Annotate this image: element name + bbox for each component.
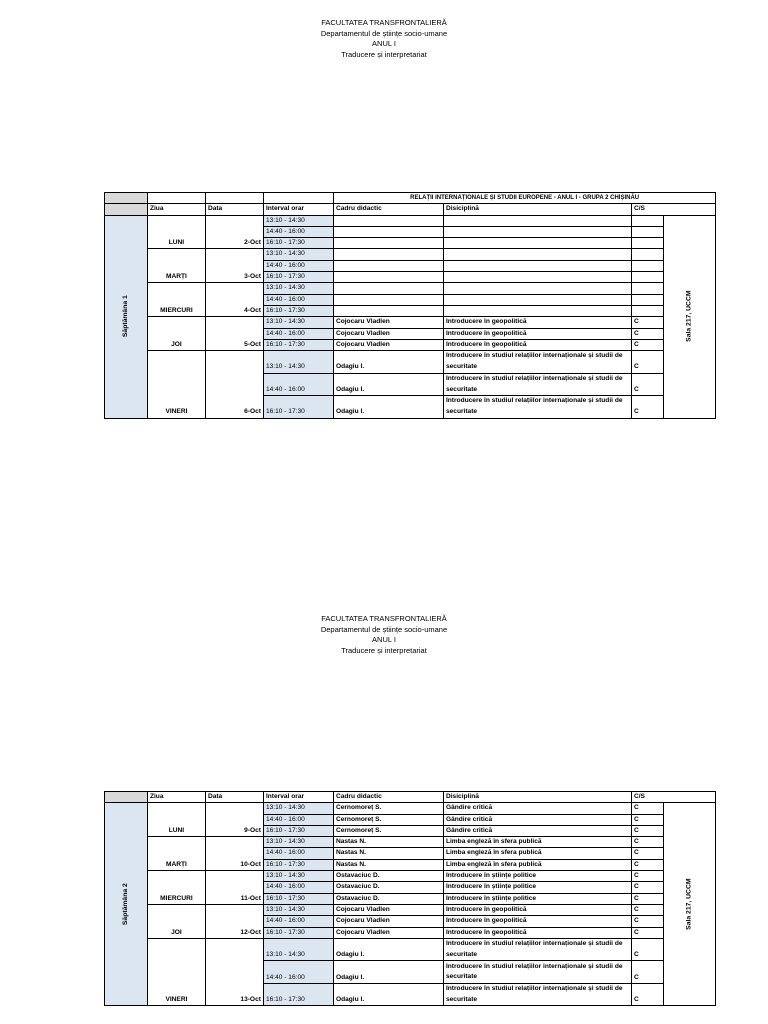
teacher-cell xyxy=(333,294,443,305)
cs-cell: C xyxy=(631,803,663,814)
interval-cell: 16:10 - 17:30 xyxy=(263,825,333,836)
teacher-cell: Ostavaciuc D. xyxy=(333,871,443,882)
teacher-cell xyxy=(333,226,443,237)
blank-cell xyxy=(263,193,333,204)
date-cell: 11-Oct xyxy=(205,871,263,905)
teacher-cell xyxy=(333,305,443,316)
col-cs: C/S xyxy=(631,792,715,803)
teacher-cell: Cojocaru Vladlen xyxy=(333,339,443,350)
date-cell: 10-Oct xyxy=(205,837,263,871)
room-label: Sala 217, UCCM xyxy=(685,878,693,931)
day-cell: JOI xyxy=(147,904,205,938)
table-row xyxy=(105,249,716,260)
subject-cell: Introducere în studiul relațiilor internaționale și studii de securitate xyxy=(443,351,631,374)
subject-cell xyxy=(443,283,631,294)
cs-cell: C xyxy=(631,373,663,396)
teacher-cell: Cojocaru Vladlen xyxy=(333,904,443,915)
subject-cell: Introducere în geopolitică xyxy=(443,916,631,927)
room-cell xyxy=(663,803,715,1006)
day-cell: JOI xyxy=(147,317,205,351)
subject-cell xyxy=(443,294,631,305)
subject-cell: Introducere în studiul relațiilor internaționale și studii de securitate xyxy=(443,396,631,419)
cs-cell xyxy=(631,249,663,260)
date-cell: 12-Oct xyxy=(205,904,263,938)
interval-cell: 14:40 - 16:00 xyxy=(263,961,333,984)
cs-cell: C xyxy=(631,837,663,848)
cs-cell: C xyxy=(631,927,663,938)
date-cell: 3-Oct xyxy=(205,249,263,283)
week-label-cell xyxy=(105,215,148,418)
col-interval: Interval orar xyxy=(263,204,333,215)
cs-cell: C xyxy=(631,351,663,374)
cs-cell xyxy=(631,283,663,294)
faculty-title: FACULTATEA TRANSFRONTALIERĂ xyxy=(321,614,447,623)
year-title: ANUL I xyxy=(372,39,396,49)
subject-cell: Introducere în geopolitică xyxy=(443,927,631,938)
date-cell: 9-Oct xyxy=(205,803,263,837)
interval-cell: 13:10 - 14:30 xyxy=(263,317,333,328)
schedule-table-week-2 xyxy=(104,791,716,1006)
interval-cell: 16:10 - 17:30 xyxy=(263,396,333,419)
subject-cell: Introducere în geopolitică xyxy=(443,317,631,328)
cs-cell: C xyxy=(631,859,663,870)
col-cs: C/S xyxy=(631,204,715,215)
week-label: Săptămâna 2 xyxy=(121,883,129,926)
col-cadru: Cadru didactic xyxy=(333,204,443,215)
table-row xyxy=(105,837,716,848)
date-cell: 4-Oct xyxy=(205,283,263,317)
interval-cell: 16:10 - 17:30 xyxy=(263,927,333,938)
subject-cell xyxy=(443,305,631,316)
table-row xyxy=(105,215,716,226)
table-row xyxy=(105,938,716,961)
cs-cell: C xyxy=(631,916,663,927)
teacher-cell: Cernomoreț S. xyxy=(333,803,443,814)
page-1-header xyxy=(0,18,768,60)
interval-cell: 14:40 - 16:00 xyxy=(263,260,333,271)
teacher-cell: Cojocaru Vladlen xyxy=(333,328,443,339)
teacher-cell: Odagiu I. xyxy=(333,396,443,419)
subject-cell xyxy=(443,260,631,271)
col-disciplina: Disiciplină xyxy=(443,204,631,215)
table-row xyxy=(105,803,716,814)
table-row xyxy=(105,317,716,328)
table-row xyxy=(105,904,716,915)
table-title-row xyxy=(105,193,716,204)
cs-cell: C xyxy=(631,848,663,859)
cs-cell: C xyxy=(631,339,663,350)
interval-cell: 16:10 - 17:30 xyxy=(263,859,333,870)
cs-cell: C xyxy=(631,983,663,1006)
col-disciplina: Disiciplină xyxy=(443,792,631,803)
interval-cell: 13:10 - 14:30 xyxy=(263,249,333,260)
col-data: Data xyxy=(205,204,263,215)
week-label: Săptămâna 1 xyxy=(121,295,129,338)
teacher-cell xyxy=(333,238,443,249)
interval-cell: 14:40 - 16:00 xyxy=(263,882,333,893)
subject-cell xyxy=(443,215,631,226)
program-title: Traducere și interpretariat xyxy=(341,49,427,59)
cs-cell: C xyxy=(631,396,663,419)
interval-cell: 16:10 - 17:30 xyxy=(263,983,333,1006)
subject-cell xyxy=(443,238,631,249)
col-ziua: Ziua xyxy=(147,792,205,803)
column-header-row xyxy=(105,792,716,803)
date-cell: 6-Oct xyxy=(205,351,263,419)
blank-cell xyxy=(147,193,205,204)
interval-cell: 14:40 - 16:00 xyxy=(263,373,333,396)
interval-cell: 16:10 - 17:30 xyxy=(263,893,333,904)
table-row xyxy=(105,351,716,374)
subject-cell: Gândire critică xyxy=(443,814,631,825)
subject-cell: Limba engleză în sfera publică xyxy=(443,859,631,870)
col-ziua: Ziua xyxy=(147,204,205,215)
day-cell: MIERCURI xyxy=(147,871,205,905)
interval-cell: 14:40 - 16:00 xyxy=(263,814,333,825)
table-row xyxy=(105,283,716,294)
cs-cell xyxy=(631,294,663,305)
day-cell: LUNI xyxy=(147,803,205,837)
schedule-table-week-1 xyxy=(104,192,716,419)
teacher-cell: Odagiu I. xyxy=(333,961,443,984)
cs-cell: C xyxy=(631,317,663,328)
cs-cell xyxy=(631,238,663,249)
interval-cell: 13:10 - 14:30 xyxy=(263,904,333,915)
subject-cell: Introducere în științe politice xyxy=(443,893,631,904)
teacher-cell xyxy=(333,283,443,294)
teacher-cell: Odagiu I. xyxy=(333,938,443,961)
cs-cell: C xyxy=(631,882,663,893)
subject-cell: Introducere în studiul relațiilor internaționale și studii de securitate xyxy=(443,983,631,1006)
table-row xyxy=(105,871,716,882)
faculty-title: FACULTATEA TRANSFRONTALIERĂ xyxy=(321,18,447,27)
cs-cell: C xyxy=(631,814,663,825)
interval-cell: 13:10 - 14:30 xyxy=(263,283,333,294)
corner-cell xyxy=(105,193,148,204)
teacher-cell: Odagiu I. xyxy=(333,351,443,374)
cs-cell: C xyxy=(631,904,663,915)
subject-cell: Introducere în geopolitică xyxy=(443,328,631,339)
teacher-cell: Nastas N. xyxy=(333,837,443,848)
interval-cell: 14:40 - 16:00 xyxy=(263,328,333,339)
date-cell: 5-Oct xyxy=(205,317,263,351)
interval-cell: 16:10 - 17:30 xyxy=(263,238,333,249)
day-cell: LUNI xyxy=(147,215,205,249)
subject-cell: Introducere în geopolitică xyxy=(443,904,631,915)
week-label-cell xyxy=(105,803,148,1006)
teacher-cell: Odagiu I. xyxy=(333,373,443,396)
interval-cell: 14:40 - 16:00 xyxy=(263,916,333,927)
teacher-cell: Odagiu I. xyxy=(333,983,443,1006)
interval-cell: 13:10 - 14:30 xyxy=(263,351,333,374)
program-title: Traducere și interpretariat xyxy=(341,645,427,655)
corner-cell xyxy=(105,204,148,215)
day-cell: MARȚI xyxy=(147,837,205,871)
teacher-cell: Cojocaru Vladlen xyxy=(333,916,443,927)
column-header-row xyxy=(105,204,716,215)
blank-cell xyxy=(205,193,263,204)
col-cadru: Cadru didactic xyxy=(333,792,443,803)
subject-cell: Limba engleză în sfera publică xyxy=(443,848,631,859)
subject-cell: Introducere în studiul relațiilor internaționale și studii de securitate xyxy=(443,373,631,396)
date-cell: 2-Oct xyxy=(205,215,263,249)
interval-cell: 13:10 - 14:30 xyxy=(263,938,333,961)
subject-cell: Limba engleză în sfera publică xyxy=(443,837,631,848)
col-interval: Interval orar xyxy=(263,792,333,803)
department-title: Departamentul de științe socio-umane xyxy=(320,28,448,38)
cs-cell: C xyxy=(631,893,663,904)
subject-cell: Introducere în studiul relațiilor internaționale și studii de securitate xyxy=(443,961,631,984)
room-cell xyxy=(663,215,715,418)
cs-cell xyxy=(631,305,663,316)
cs-cell: C xyxy=(631,825,663,836)
subject-cell: Introducere în științe politice xyxy=(443,882,631,893)
teacher-cell: Cojocaru Vladlen xyxy=(333,317,443,328)
cs-cell: C xyxy=(631,938,663,961)
teacher-cell: Nastas N. xyxy=(333,848,443,859)
interval-cell: 13:10 - 14:30 xyxy=(263,871,333,882)
day-cell: VINERI xyxy=(147,938,205,1006)
teacher-cell xyxy=(333,260,443,271)
teacher-cell: Ostavaciuc D. xyxy=(333,893,443,904)
cs-cell xyxy=(631,272,663,283)
teacher-cell xyxy=(333,272,443,283)
teacher-cell: Cernomoreț S. xyxy=(333,814,443,825)
cs-cell xyxy=(631,215,663,226)
room-label: Sala 217, UCCM xyxy=(685,290,693,343)
teacher-cell: Nastas N. xyxy=(333,859,443,870)
cs-cell xyxy=(631,260,663,271)
interval-cell: 13:10 - 14:30 xyxy=(263,803,333,814)
teacher-cell: Cernomoreț S. xyxy=(333,825,443,836)
interval-cell: 14:40 - 16:00 xyxy=(263,226,333,237)
subject-cell xyxy=(443,226,631,237)
interval-cell: 16:10 - 17:30 xyxy=(263,339,333,350)
teacher-cell: Ostavaciuc D. xyxy=(333,882,443,893)
group-title: RELAȚII INTERNAȚIONALE ȘI STUDII EUROPENE - ANUL I - GRUPA 2 CHIȘINĂU xyxy=(333,193,715,204)
cs-cell xyxy=(631,226,663,237)
day-cell: MIERCURI xyxy=(147,283,205,317)
day-cell: VINERI xyxy=(147,351,205,419)
interval-cell: 16:10 - 17:30 xyxy=(263,272,333,283)
subject-cell: Introducere în științe politice xyxy=(443,871,631,882)
col-data: Data xyxy=(205,792,263,803)
interval-cell: 14:40 - 16:00 xyxy=(263,294,333,305)
interval-cell: 16:10 - 17:30 xyxy=(263,305,333,316)
subject-cell: Gândire critică xyxy=(443,803,631,814)
day-cell: MARȚI xyxy=(147,249,205,283)
subject-cell: Introducere în geopolitică xyxy=(443,339,631,350)
teacher-cell: Cojocaru Vladlen xyxy=(333,927,443,938)
date-cell: 13-Oct xyxy=(205,938,263,1006)
cs-cell: C xyxy=(631,328,663,339)
subject-cell xyxy=(443,249,631,260)
interval-cell: 13:10 - 14:30 xyxy=(263,837,333,848)
year-title: ANUL I xyxy=(372,635,396,645)
teacher-cell xyxy=(333,249,443,260)
subject-cell: Gândire critică xyxy=(443,825,631,836)
cs-cell: C xyxy=(631,961,663,984)
page-2-header xyxy=(0,614,768,656)
subject-cell: Introducere în studiul relațiilor internaționale și studii de securitate xyxy=(443,938,631,961)
corner-cell xyxy=(105,792,148,803)
subject-cell xyxy=(443,272,631,283)
teacher-cell xyxy=(333,215,443,226)
interval-cell: 13:10 - 14:30 xyxy=(263,215,333,226)
cs-cell: C xyxy=(631,871,663,882)
department-title: Departamentul de științe socio-umane xyxy=(320,624,448,634)
interval-cell: 14:40 - 16:00 xyxy=(263,848,333,859)
